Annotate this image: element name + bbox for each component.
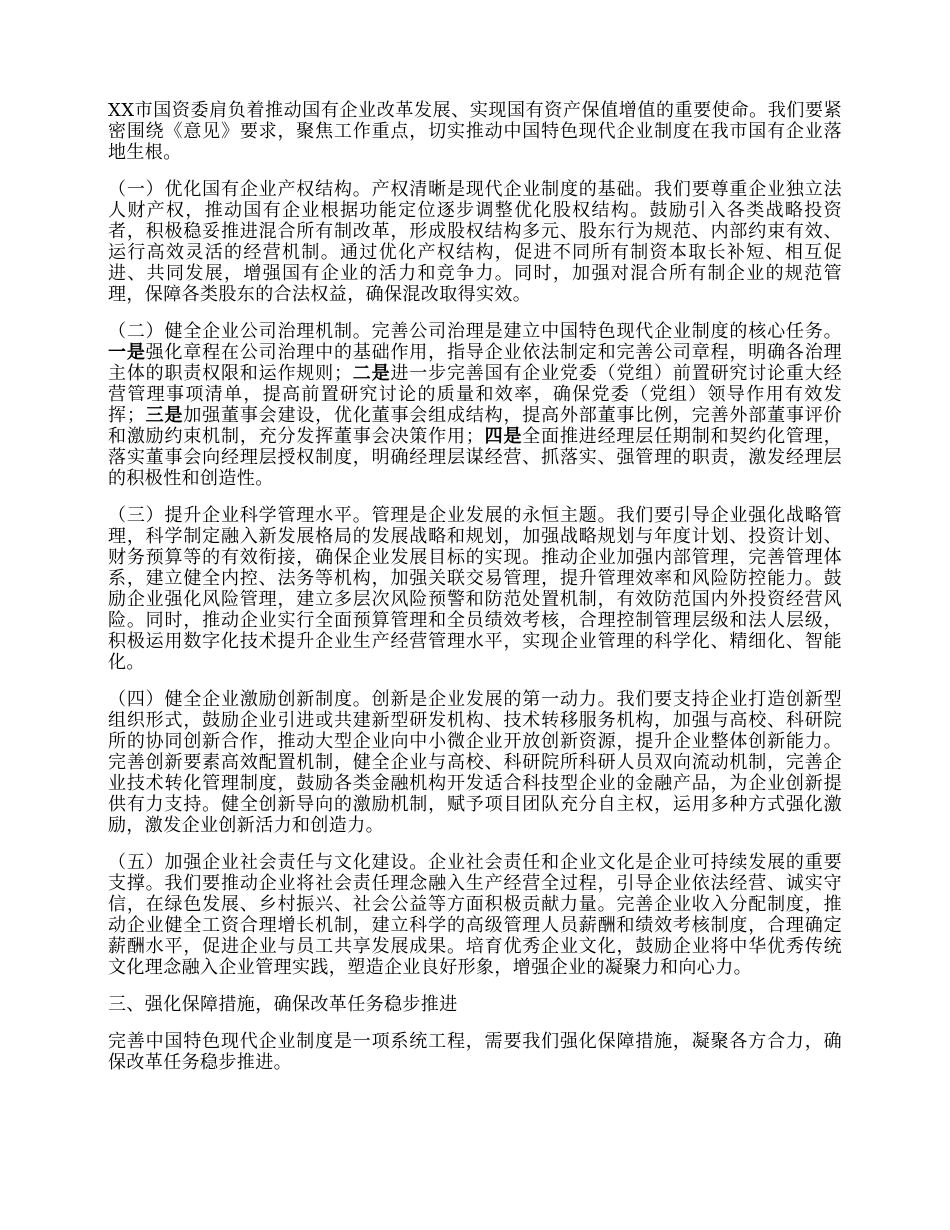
text-run: 全面推进经理层任期制和契约化管理，落实董事会向经理层授权制度，明确经理层谋经营、抓落实、强管理的职责，激发经理层的积极性和创造性。 [108,426,842,489]
section-heading [108,994,842,1015]
paragraph-item-2 [108,321,842,489]
paragraph-item-1 [108,179,842,305]
paragraph-item-3 [108,505,842,673]
bold-text-run: 四是 [484,426,523,447]
text-run: （五）加强企业社会责任与文化建设。企业社会责任和企业文化是企业可持续发展的重要支撑。我们要推动企业将社会责任理念融入生产经营全过程，引导企业依法经营、诚实守信，在绿色发展、乡村振兴、社会公益等方面积极贡献力量。完善企业收入分配制度，推动企业健全工资合理增长机制，建立科学的高级管理人员薪酬和绩效考核制度，合理确定薪酬水平，促进企业与员工共享发展成果。培育优秀企业文化，鼓励企业将中华优秀传统文化理念融入企业管理实践，塑造企业良好形象，增强企业的凝聚力和向心力。 [108,852,842,978]
document-body [108,100,842,1073]
closing-paragraph [108,1031,842,1073]
text-run: 进一步完善国有企业党委（党组）前置研究讨论重大经营管理事项清单，提高前置研究讨论的质量和效率，确保党委（党组）领导作用有效发挥； [108,363,842,426]
intro-paragraph [108,100,842,163]
text-run: （三）提升企业科学管理水平。管理是企业发展的永恒主题。我们要引导企业强化战略管理，科学制定融入新发展格局的发展战略和规划，加强战略规划与年度计划、投资计划、财务预算等的有效衔接，确保企业发展目标的实现。推动企业加强内部管理，完善管理体系，建立健全内控、法务等机构，加强关联交易管理，提升管理效率和风险防控能力。鼓励企业强化风险管理，建立多层次风险预警和防范处置机制，有效防范国内外投资经营风险。同时，推动企业实行全面预算管理和全员绩效考核，合理控制管理层级和法人层级，积极运用数字化技术提升企业生产经营管理水平，实现企业管理的科学化、精细化、智能化。 [108,505,842,673]
paragraph-item-4 [108,689,842,836]
text-run: （二）健全企业公司治理机制。完善公司治理是建立中国特色现代企业制度的核心任务。 [108,321,842,342]
bold-text-run: 一是 [108,342,146,363]
text-run: 加强董事会建设，优化董事会组成结构，提高外部董事比例，完善外部董事评价和激励约束机制，充分发挥董事会决策作用； [108,405,842,447]
bold-text-run: 三是 [145,405,184,426]
text-run: （四）健全企业激励创新制度。创新是企业发展的第一动力。我们要支持企业打造创新型组织形式，鼓励企业引进或共建新型研发机构、技术转移服务机构，加强与高校、科研院所的协同创新合作，推动大型企业向中小微企业开放创新资源，提升企业整体创新能力。完善创新要素高效配置机制，健全企业与高校、科研院所科研人员双向流动机制，完善企业技术转化管理制度，鼓励各类金融机构开发适合科技型企业的金融产品，为企业创新提供有力支持。健全创新导向的激励机制，赋予项目团队充分自主权，运用多种方式强化激励，激发企业创新活力和创造力。 [108,689,842,836]
paragraph-item-5 [108,852,842,978]
bold-text-run: 二是 [352,363,391,384]
text-run: （一）优化国有企业产权结构。产权清晰是现代企业制度的基础。我们要尊重企业独立法人财产权，推动国有企业根据功能定位逐步调整优化股权结构。鼓励引入各类战略投资者，积极稳妥推进混合所有制改革，形成股权结构多元、股东行为规范、内部约束有效、运行高效灵活的经营机制。通过优化产权结构，促进不同所有制资本取长补短、相互促进、共同发展，增强国有企业的活力和竞争力。同时，加强对混合所有制企业的规范管理，保障各类股东的合法权益，确保混改取得实效。 [108,179,842,305]
text-run: 强化章程在公司治理中的基础作用，指导企业依法制定和完善公司章程，明确各治理主体的职责权限和运作规则； [108,342,842,384]
text-run: 三、强化保障措施，确保改革任务稳步推进 [108,994,458,1015]
text-run: XX市国资委肩负着推动国有企业改革发展、实现国有资产保值增值的重要使命。我们要紧密围绕《意见》要求，聚焦工作重点，切实推动中国特色现代企业制度在我市国有企业落地生根。 [108,100,842,163]
text-run: 完善中国特色现代企业制度是一项系统工程，需要我们强化保障措施，凝聚各方合力，确保改革任务稳步推进。 [108,1031,842,1073]
